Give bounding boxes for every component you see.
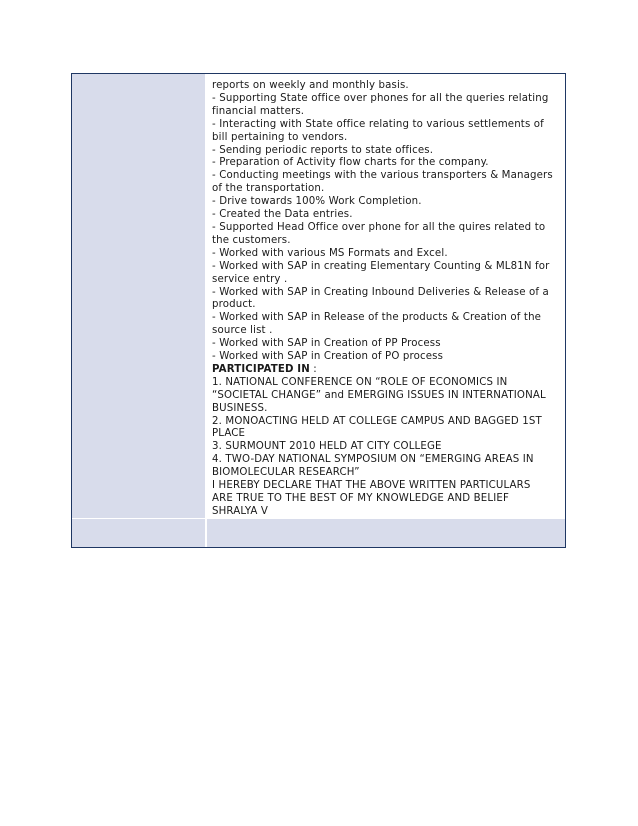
declaration-line: I HEREBY DECLARE THAT THE ABOVE WRITTEN PARTICULARS [212,480,531,492]
text-line: - Interacting with State office relating to various settlements of [212,118,544,130]
text-line: - Worked with SAP in Creation of PP Process [212,338,441,350]
text-line: - Conducting meetings with the various transporters & Managers [212,170,553,182]
participated-line: 4. TWO-DAY NATIONAL SYMPOSIUM ON “EMERGING AREAS IN [212,454,534,466]
text-line: - Worked with SAP in Release of the products & Creation of the [212,312,542,324]
text-line: - Supporting State office over phones for all the queries relating [212,92,549,104]
table-row-main [72,74,565,518]
table-row-footer [72,518,565,547]
text-line: - Preparation of Activity flow charts for the company. [212,157,489,169]
text-line: service entry . [212,273,288,285]
text-line: - Drive towards 100% Work Completion. [212,196,422,208]
text-line: - Sending periodic reports to state offices. [212,144,434,156]
participated-line: 3. SURMOUNT 2010 HELD AT CITY COLLEGE [212,441,442,453]
text-line: - Worked with SAP in Creation of PO process [212,351,444,363]
text-line: reports on weekly and monthly basis. [212,80,409,91]
participated-line: PLACE [212,428,246,440]
text-line: financial matters. [212,105,305,117]
declaration-line: ARE TRUE TO THE BEST OF MY KNOWLEDGE AND BELIEF [212,493,509,504]
participated-line: BUSINESS. [212,402,268,414]
text-line: - Worked with SAP in Creating Inbound Deliveries & Release of a [212,286,549,298]
participated-colon: : [309,363,317,375]
text-line: - Worked with various MS Formats and Excel. [212,247,448,259]
text-line: of the transportation. [212,183,325,195]
participated-heading: PARTICIPATED IN [212,363,310,375]
text-line: source list . [212,325,273,337]
text-line: product. [212,299,256,311]
text-line: - Created the Data entries. [212,209,353,221]
participated-line: “SOCIETAL CHANGE” and EMERGING ISSUES IN INTERNATIONAL [212,389,546,401]
text-line: bill pertaining to vendors. [212,131,348,143]
content-cell [207,74,565,518]
text-line: - Supported Head Office over phone for all the quires related to [212,221,546,233]
resume-table [71,73,566,548]
participated-heading-line [212,364,561,377]
participated-line: 2. MONOACTING HELD AT COLLEGE CAMPUS AND BAGGED 1ST [212,415,542,427]
side-column-cell [72,74,207,518]
participated-line: 1. NATIONAL CONFERENCE ON “ROLE OF ECONOMICS IN [212,376,508,388]
text-line: the customers. [212,234,291,246]
side-column-footer-cell [72,519,207,547]
signature-name: SHRALYA V [212,505,269,517]
text-line: - Worked with SAP in creating Elementary Counting & ML81N for [212,260,550,272]
participated-line: BIOMOLECULAR RESEARCH” [212,467,360,479]
content-footer-cell [207,519,565,547]
